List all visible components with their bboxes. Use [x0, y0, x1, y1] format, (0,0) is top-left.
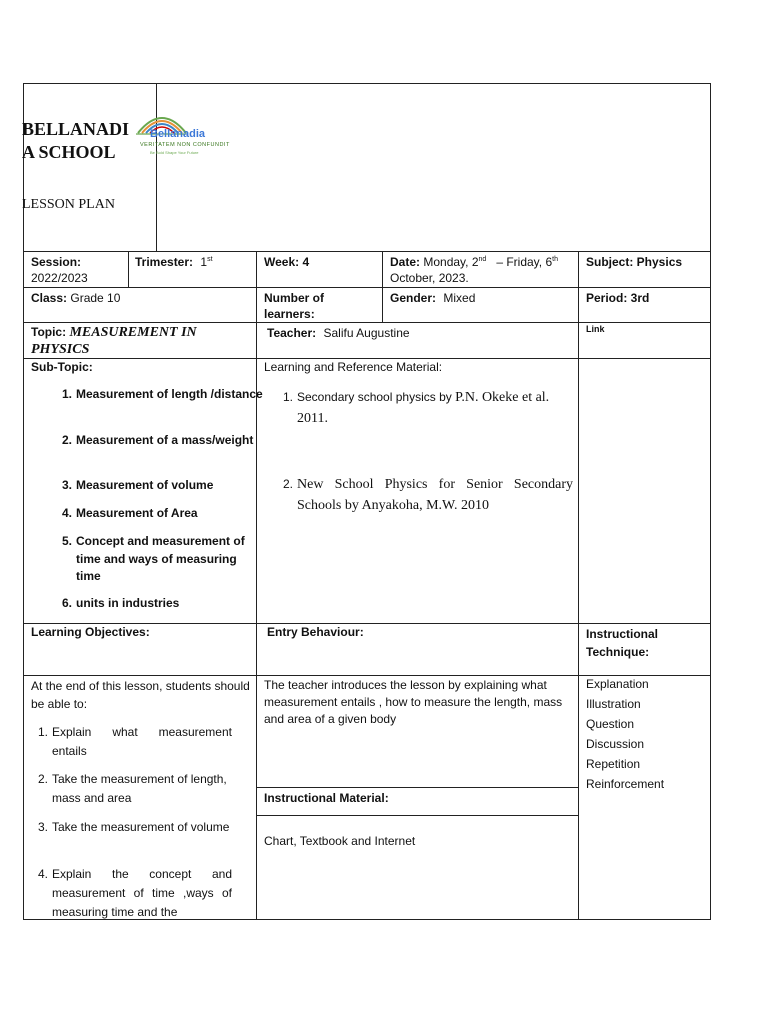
- date-sup1: nd: [478, 256, 487, 263]
- technique-heading: Instructional Technique:: [586, 627, 659, 659]
- objective-item: 2. Take the measurement of length, mass and area: [37, 772, 227, 805]
- date-part2: – Friday, 6: [496, 255, 553, 269]
- period-label: Period: 3rd: [586, 291, 650, 305]
- objectives-heading: Learning Objectives:: [31, 625, 150, 639]
- date-sup2: th: [552, 256, 558, 263]
- topic-label: Topic:: [31, 325, 67, 339]
- cell-row4-right: [578, 358, 711, 624]
- list-item: 1. Measurement of length /distance: [61, 387, 263, 401]
- date-label: Date:: [390, 255, 421, 269]
- date-part1: Monday, 2: [423, 255, 479, 269]
- cell-material-value: [256, 815, 579, 920]
- objective-item: 3. Take the measurement of volume: [37, 820, 230, 834]
- teacher-value: Salifu Augustine: [323, 326, 410, 340]
- class-label: Class:: [31, 291, 68, 305]
- list-item: 2. Measurement of a mass/weight: [61, 433, 254, 447]
- cell-techniques: [578, 675, 711, 920]
- cell-technique-heading: [578, 623, 711, 676]
- list-item: 5. Concept and measurement of time and ways of measuring time: [61, 534, 245, 583]
- cell-material-heading: [256, 787, 579, 816]
- week-label: Week: 4: [264, 255, 310, 269]
- cell-period: [578, 287, 711, 323]
- technique-item: Question: [586, 717, 635, 731]
- cell-subject: [578, 251, 711, 288]
- references-label: Learning and Reference Material:: [264, 360, 443, 374]
- gender-value: Mixed: [443, 291, 476, 305]
- reference-item-1: 1. Secondary school physics by P.N. Okeke et al. 2011.: [282, 390, 550, 426]
- cell-gender: [382, 287, 579, 323]
- list-item: 6. units in industries: [61, 596, 180, 610]
- reference-item-2: 2. New School Physics for Senior Secondary Schools by Anyakoha, M.W. 2010: [282, 477, 573, 513]
- school-name-line2: A SCHOOL: [22, 142, 116, 162]
- doc-type: LESSON PLAN: [22, 197, 115, 212]
- objective-item: 1. Explain what measurement entails: [37, 725, 232, 758]
- objective-item: 4. Explain the concept and measurement of time ,ways of measuring time and the: [37, 867, 232, 919]
- subtopic-label: Sub-Topic:: [31, 360, 93, 374]
- technique-item: Illustration: [586, 697, 641, 711]
- cell-link: [578, 322, 711, 359]
- entry-behaviour-text: The teacher introduces the lesson by explaining what measurement entails , how to measure the length, mass and area of a given body: [264, 678, 563, 726]
- teacher-label: Teacher:: [267, 326, 317, 340]
- trimester-label: Trimester:: [135, 255, 194, 269]
- topic-value-line2: PHYSICS: [31, 342, 90, 357]
- logo-tagline: Be Bold Shape Your Future: [150, 150, 199, 155]
- school-name-line1: BELLANADI: [22, 119, 130, 139]
- cell-date: [382, 251, 579, 288]
- instructional-material-label: Instructional Material:: [264, 791, 389, 805]
- technique-item: Explanation: [586, 677, 649, 691]
- date-part3: October, 2023.: [390, 271, 469, 285]
- entry-behaviour-heading: Entry Behaviour:: [267, 625, 364, 639]
- trimester-value: 1: [200, 255, 208, 269]
- objectives-intro: At the end of this lesson, students should be able to:: [31, 679, 250, 711]
- link-label: Link: [586, 324, 605, 334]
- list-item: 4. Measurement of Area: [61, 506, 198, 520]
- technique-item: Reinforcement: [586, 777, 665, 791]
- cell-learners: [256, 287, 383, 323]
- trimester-suffix: st: [207, 256, 213, 263]
- subject-label: Subject: Physics: [586, 255, 683, 269]
- cell-entry-heading: [256, 623, 579, 676]
- cell-week: [256, 251, 383, 288]
- topic-value-line1: MEASUREMENT IN: [69, 325, 197, 340]
- cell-entry-behaviour: [256, 675, 579, 788]
- session-label: Session:: [31, 255, 82, 269]
- session-value: 2022/2023: [31, 271, 88, 285]
- cell-objectives-heading: [23, 623, 257, 676]
- logo-motto: VERITATEM NON CONFUNDIT: [140, 142, 230, 148]
- technique-item: Repetition: [586, 757, 641, 771]
- cell-teacher: [256, 322, 579, 359]
- list-item: 3. Measurement of volume: [61, 478, 214, 492]
- class-value: Grade 10: [70, 291, 121, 305]
- instructional-material-value: Chart, Textbook and Internet: [264, 834, 416, 848]
- gender-label: Gender:: [390, 291, 437, 305]
- technique-item: Discussion: [586, 737, 645, 751]
- learners-label: Number of learners:: [264, 291, 324, 321]
- logo-brand-text: Bellanadia: [150, 128, 206, 140]
